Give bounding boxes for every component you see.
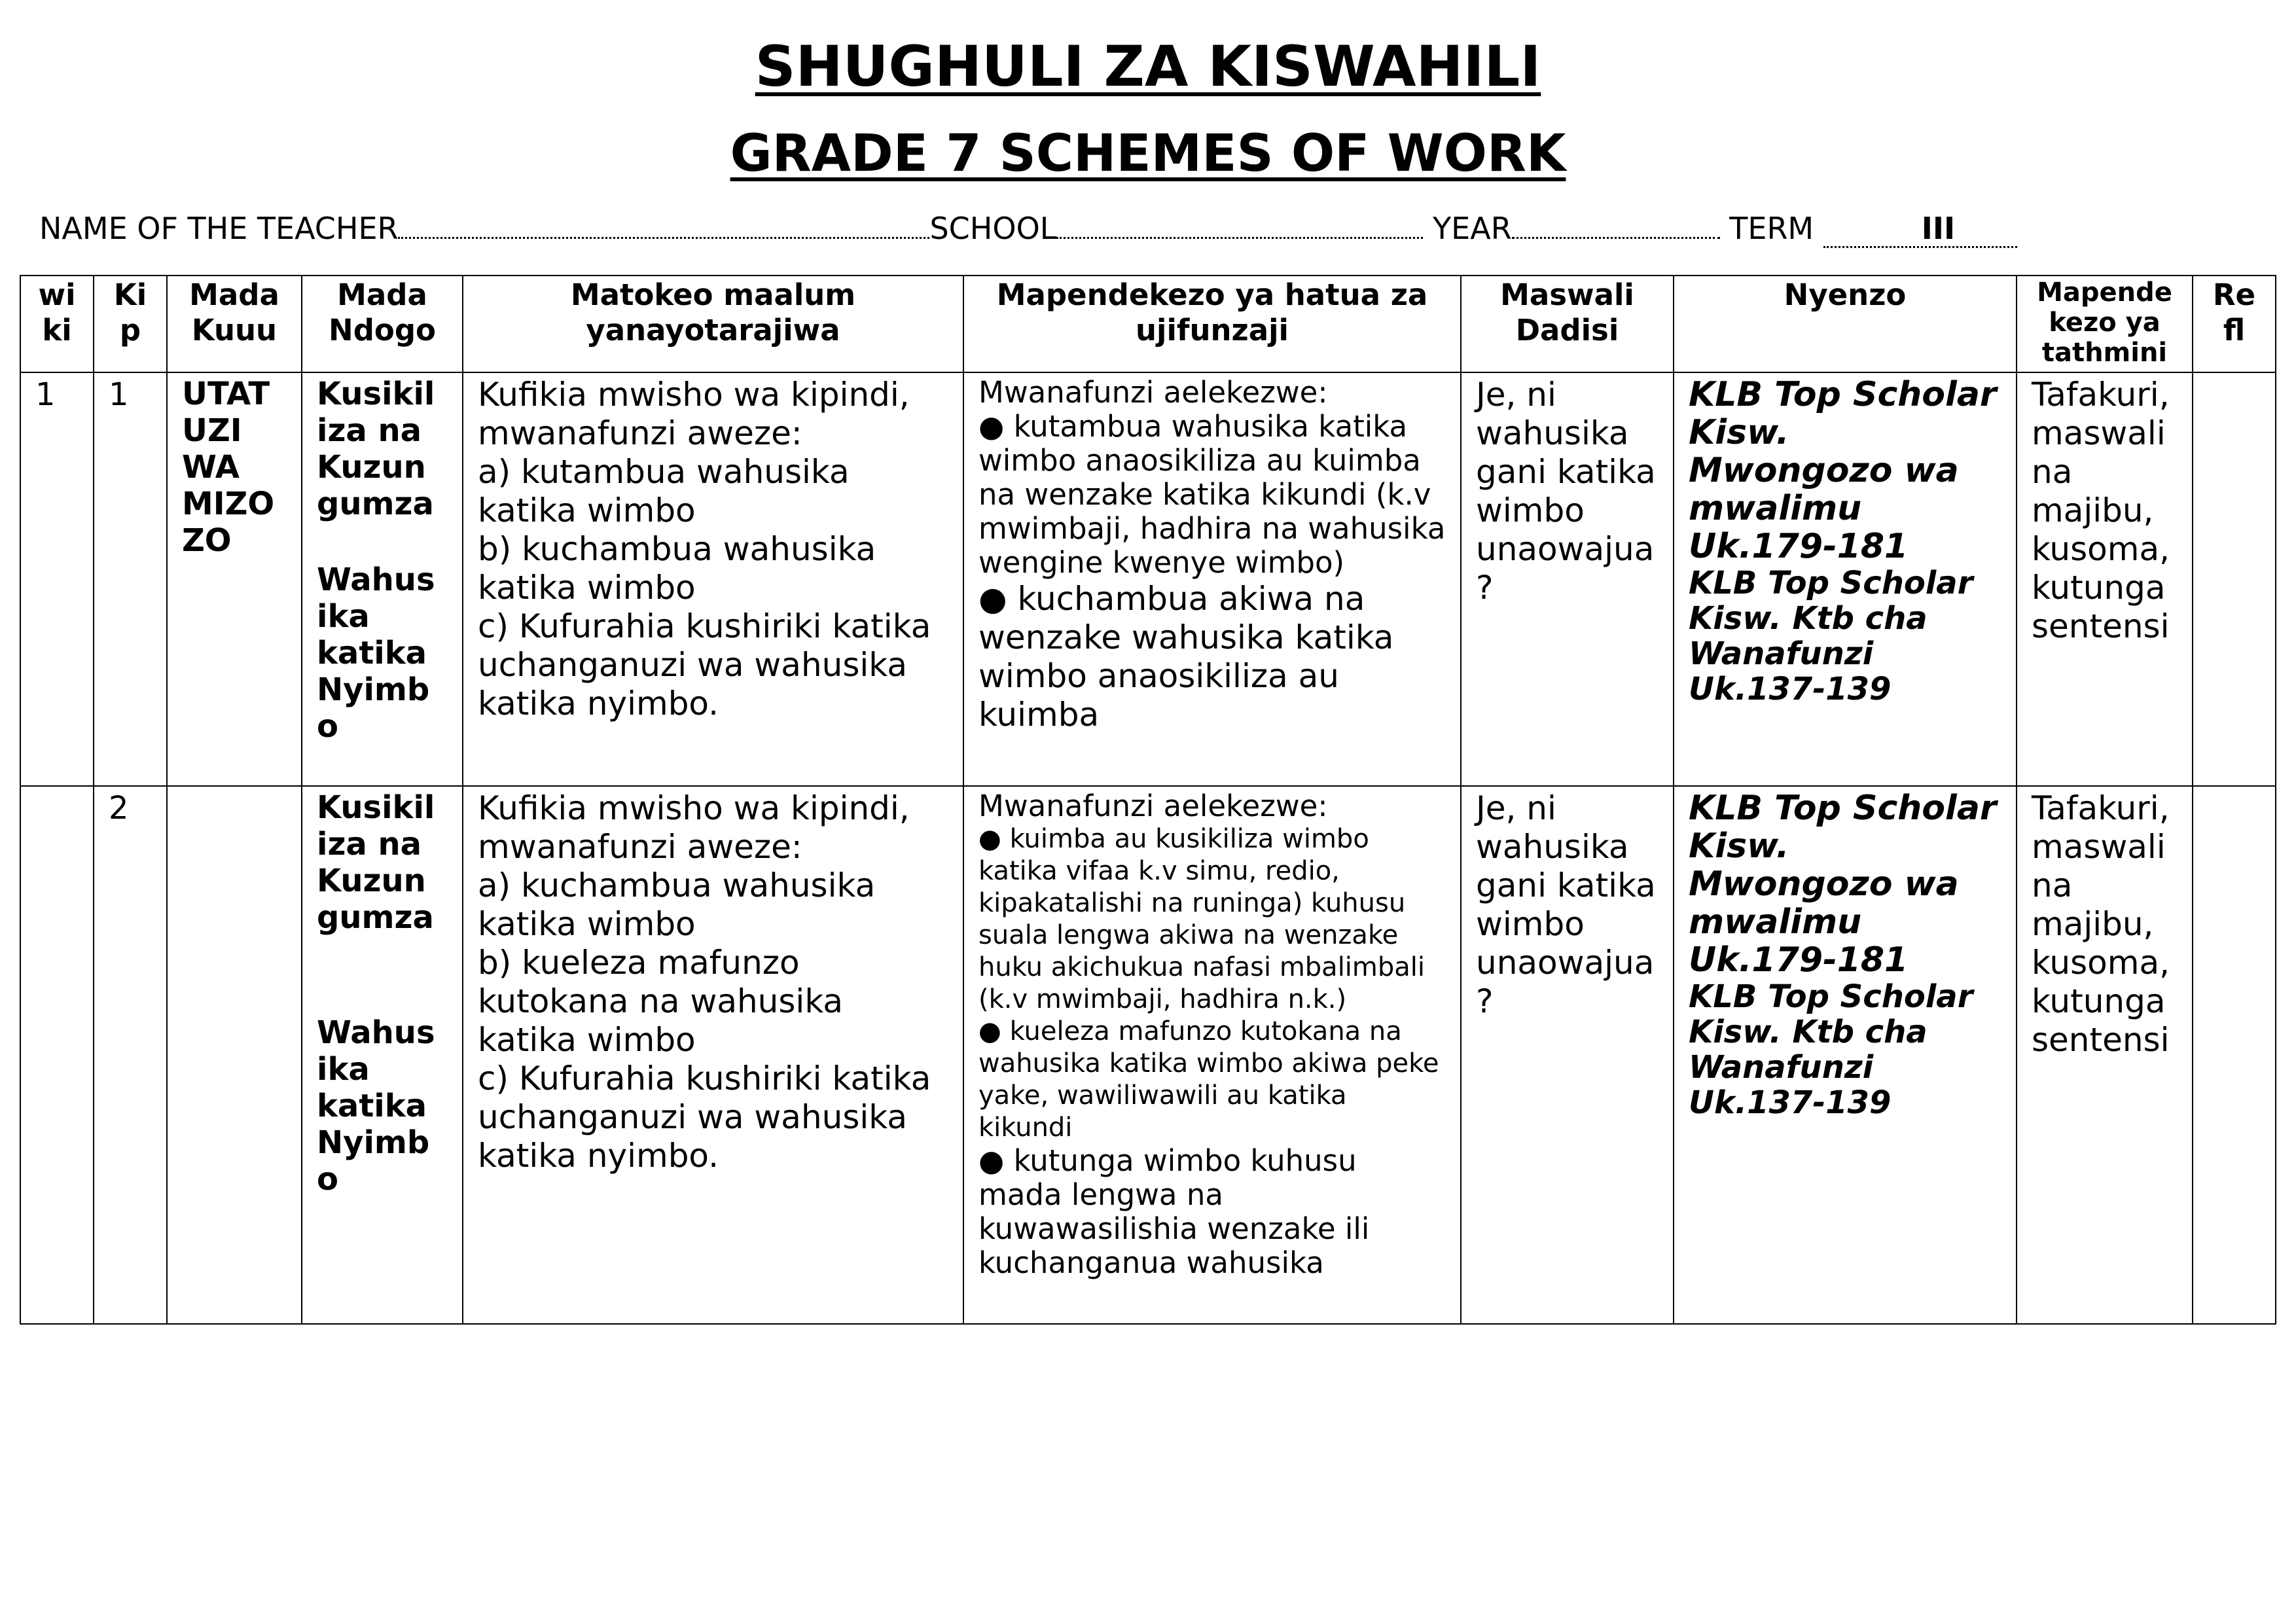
matokeo-intro: Kufikia mwisho wa kipindi, mwanafunzi aweze: (478, 376, 910, 452)
steps-intro: Mwanafunzi aelekezwe: (978, 375, 1328, 410)
matokeo-item: b) kuchambua wahusika katika wimbo (478, 530, 876, 607)
matokeo-item: a) kuchambua wahusika katika wimbo (478, 866, 876, 943)
mada-ndogo-topic: Kusikil iza na Kuzun gumza (317, 376, 435, 522)
col-header-maswali: Maswali Dadisi (1461, 276, 1674, 372)
matokeo-item: a) kutambua wahusika katika wimbo (478, 453, 850, 529)
steps-intro: Mwanafunzi aelekezwe: (978, 789, 1328, 823)
table-row (20, 372, 2276, 786)
teacher-label: NAME OF THE TEACHER (39, 211, 399, 246)
matokeo-intro: Kufikia mwisho wa kipindi, mwanafunzi aweze: (478, 789, 910, 866)
teacher-info-line (39, 211, 2017, 248)
cell-matokeo (463, 372, 963, 786)
step-item: ● kuchambua akiwa na wenzake wahusika katika wimbo anaosikiliza au kuimba (978, 580, 1394, 734)
col-header-mada-ndogo: Mada Ndogo (302, 276, 463, 372)
cell-refl (2193, 372, 2276, 786)
school-name-blank (1056, 211, 1423, 239)
cell-wiki: 1 (20, 372, 94, 786)
cell-maswali: Je, ni wahusika gani katika wimbo unaowajua ? (1461, 372, 1674, 786)
col-header-kip: Ki p (94, 276, 167, 372)
cell-mapendekezo (963, 786, 1461, 1324)
col-header-mada-kuu: Mada Kuuu (167, 276, 302, 372)
page-title: SHUGHULI ZA KISWAHILI (755, 34, 1541, 99)
resource-item: KLB Top Scholar Kisw. Mwongozo wa mwalimu Uk.179-181 (1689, 789, 1997, 980)
resource-item: KLB Top Scholar Kisw. Mwongozo wa mwalimu Uk.179-181 (1689, 375, 1997, 566)
cell-wiki (20, 786, 94, 1324)
col-header-matokeo: Matokeo maalum yanayotarajiwa (463, 276, 963, 372)
cell-mapendekezo (963, 372, 1461, 786)
cell-kip: 2 (94, 786, 167, 1324)
col-header-refl: Re fl (2193, 276, 2276, 372)
cell-mada-kuu: UTAT UZI WA MIZO ZO (167, 372, 302, 786)
cell-tathmini: Tafakuri, maswali na majibu, kusoma, kutunga sentensi (2017, 786, 2193, 1324)
resource-item: KLB Top Scholar Kisw. Ktb cha Wanafunzi Uk.137-139 (1689, 978, 1973, 1121)
table-row (20, 786, 2276, 1324)
mada-ndogo-subtopic: Wahus ika katika Nyimb o (317, 1014, 435, 1198)
step-item: ● kutambua wahusika katika wimbo anaosikiliza au kuimba na wenzake katika kikundi (k.v mwimbaji, hadhira na wahusika wengine kwenye wimbo) (978, 409, 1446, 580)
year-blank (1512, 211, 1720, 239)
cell-nyenzo (1674, 786, 2017, 1324)
cell-refl (2193, 786, 2276, 1324)
teacher-name-blank (398, 211, 929, 239)
resource-item: KLB Top Scholar Kisw. Ktb cha Wanafunzi Uk.137-139 (1689, 565, 1973, 707)
matokeo-item: c) Kufurahia kushiriki katika uchanganuzi wa wahusika katika nyimbo. (478, 607, 931, 722)
matokeo-item: c) Kufurahia kushiriki katika uchanganuzi wa wahusika katika nyimbo. (478, 1060, 931, 1175)
cell-kip: 1 (94, 372, 167, 786)
col-header-wiki: wi ki (20, 276, 94, 372)
scheme-table (20, 275, 2276, 1325)
mada-ndogo-topic: Kusikil iza na Kuzun gumza (317, 789, 435, 936)
matokeo-item: b) kueleza mafunzo kutokana na wahusika katika wimbo (478, 944, 844, 1059)
term-value-text: III (1921, 211, 1956, 246)
cell-maswali: Je, ni wahusika gani katika wimbo unaowajua ? (1461, 786, 1674, 1324)
step-item: ● kutunga wimbo kuhusu mada lengwa na kuwawasilishia wenzake ili kuchanganua wahusika (978, 1143, 1370, 1280)
term-label: TERM (1729, 211, 1814, 246)
cell-mada-ndogo (302, 786, 463, 1324)
col-header-tathmini: Mapende kezo ya tathmini (2017, 276, 2193, 372)
term-value (1823, 211, 2017, 248)
school-label: SCHOOL (929, 211, 1057, 246)
cell-mada-kuu (167, 786, 302, 1324)
cell-mada-ndogo (302, 372, 463, 786)
col-header-mapendekezo: Mapendekezo ya hatua za ujifunzaji (963, 276, 1461, 372)
page-subtitle: GRADE 7 SCHEMES OF WORK (730, 124, 1566, 183)
step-item: ● kuimba au kusikiliza wimbo katika vifaa k.v simu, redio, kipakatalishi na runinga) kuhusu suala lengwa akiwa na wenzake huku akichukua nafasi mbalimbali (k.v mwimbaji, hadhira n.k.) (978, 824, 1426, 1014)
cell-matokeo (463, 786, 963, 1324)
mada-ndogo-subtopic: Wahus ika katika Nyimb o (317, 562, 435, 745)
table-header-row (20, 276, 2276, 372)
cell-nyenzo (1674, 372, 2017, 786)
step-item: ● kueleza mafunzo kutokana na wahusika katika wimbo akiwa peke yake, wawiliwawili au katika kikundi (978, 1016, 1439, 1143)
year-label: YEAR (1433, 211, 1512, 246)
col-header-nyenzo: Nyenzo (1674, 276, 2017, 372)
cell-tathmini: Tafakuri, maswali na majibu, kusoma, kutunga sentensi (2017, 372, 2193, 786)
